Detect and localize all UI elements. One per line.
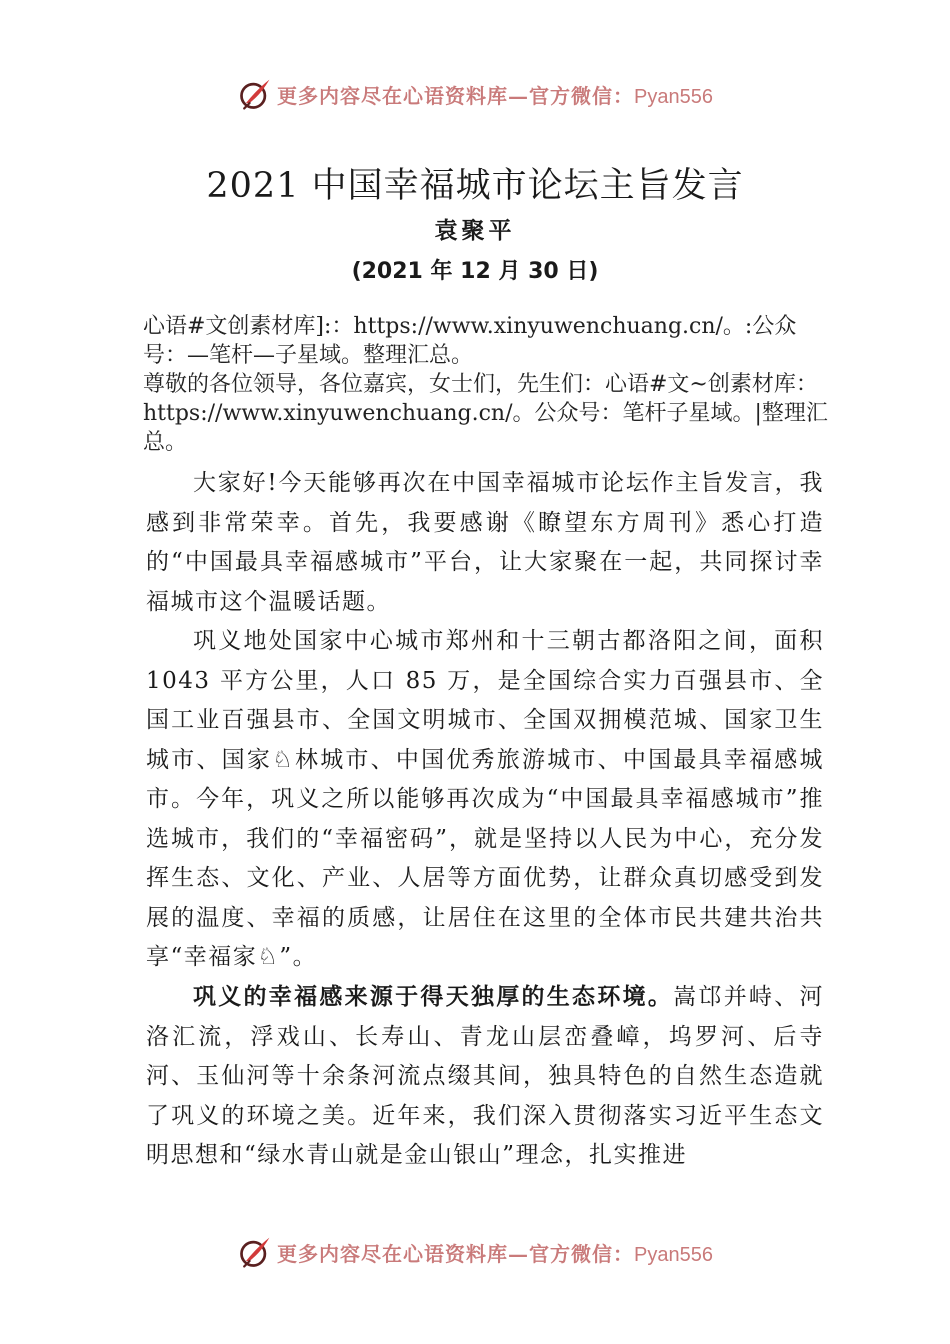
source-note-2: 尊敬的各位领导，各位嘉宾，女士们，先生们：心语#文~创素材库：https://www.xinyuwenchuang.cn/。公众号：笔杆子星域。|整理汇总。	[143, 372, 828, 455]
footer-banner	[0, 1232, 950, 1272]
paragraph-2: 巩义地处国家中心城市郑州和十三朝古都洛阳之间，面积 1043 平方公里，人口 85 万，是全国综合实力百强县市、全国工业百强县市、全国文明城市、全国双拥模范城、国家卫生城市、国家♘林城市、中国优秀旅游城市、中国最具幸福感城市。今年，巩义之所以能够再次成为“中国最具幸福感城市”推选城市，我们的“幸福密码”，就是坚持以人民为中心，充分发挥生态、文化、产业、人居等方面优势，让群众真切感受到发展的温度、幸福的质感，让居住在这里的全体市民共建共治共享“幸福家♘”。	[146, 628, 824, 970]
footer-banner-text: 更多内容尽在心语资料库—官方微信：Pyan556	[277, 1241, 713, 1266]
quill-logo-icon	[237, 1234, 273, 1270]
footer-wechat-id: Pyan556	[634, 1243, 713, 1266]
quill-logo-icon	[237, 76, 273, 112]
header-banner	[0, 74, 950, 114]
paragraph-3-body: 嵩邙并峙、河洛汇流，浮戏山、长寿山、青龙山层峦叠嶂，坞罗河、后寺河、玉仙河等十余条河流点缀其间，独具特色的自然生态造就了巩义的环境之美。近年来，我们深入贯彻落实习近平生态文明思想和“绿水青山就是金山银山”理念，扎实推进	[146, 984, 825, 1168]
header-banner-text: 更多内容尽在心语资料库—官方微信：Pyan556	[277, 83, 713, 108]
source-note-1: 心语#文创素材库]:：https://www.xinyuwenchuang.cn/。:公众号：—笔杆—子星域。整理汇总。	[143, 314, 797, 368]
paragraph-3	[146, 978, 824, 1176]
document-author: 袁聚平	[434, 218, 516, 244]
paragraph-3-lead: 巩义的幸福感来源于得天独厚的生态环境。	[193, 984, 674, 1010]
header-wechat-id: Pyan556	[634, 85, 713, 108]
document-title: 2021 中国幸福城市论坛主旨发言	[206, 166, 744, 206]
document-date: (2021 年 12 月 30 日)	[351, 259, 599, 284]
paragraph-1: 大家好!今天能够再次在中国幸福城市论坛作主旨发言，我感到非常荣幸。首先，我要感谢《瞭望东方周刊》悉心打造的“中国最具幸福感城市”平台，让大家聚在一起，共同探讨幸福城市这个温暖话题。	[146, 470, 824, 615]
